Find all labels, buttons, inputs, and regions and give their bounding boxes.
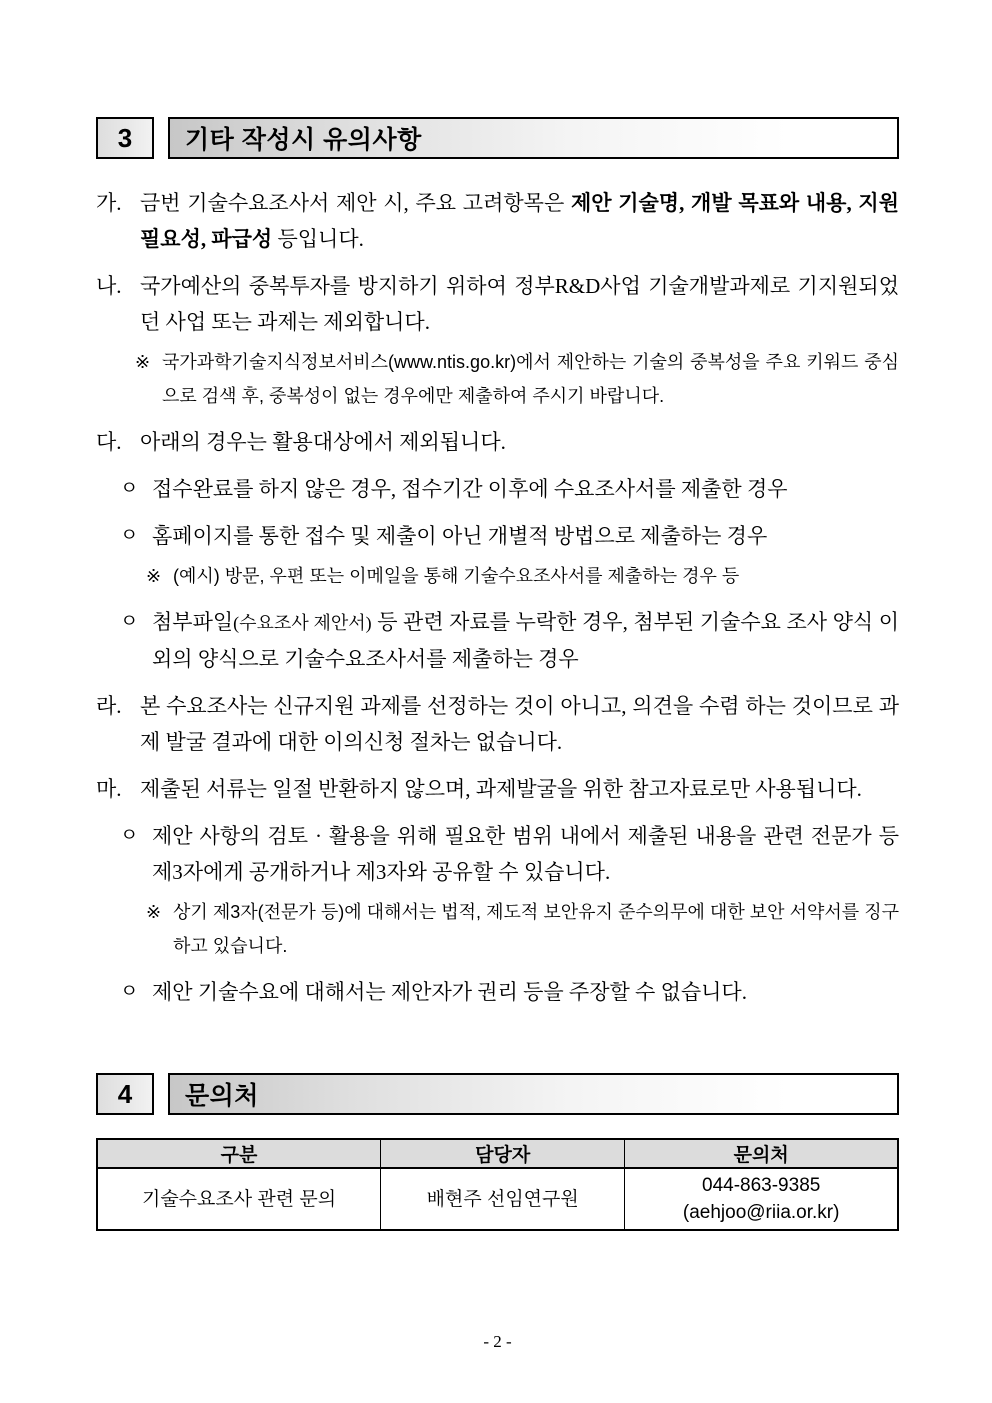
paragraph-marker: 마. [96, 777, 122, 801]
table-header-row [97, 1139, 898, 1168]
paragraph-text [140, 185, 899, 257]
text-run: 등입니다. [272, 227, 364, 251]
cell-category: 기술수요조사 관련 문의 [97, 1168, 381, 1230]
bullet-text: 홈페이지를 통한 접수 및 제출이 아닌 개별적 방법으로 제출하는 경우 [152, 524, 768, 548]
paragraph-text: 국가예산의 중복투자를 방지하기 위하여 정부R&D사업 기술개발과제로 기지원되었던 사업 또는 과제는 제외합니다. [140, 274, 899, 334]
table-header-category: 구분 [97, 1139, 381, 1168]
section-3-header [96, 117, 899, 159]
paragraph-ma [96, 771, 899, 807]
text-run: 금번 기술수요조사서 제안 시, 주요 고려항목은 [140, 191, 571, 215]
table-header-contact: 문의처 [625, 1139, 898, 1168]
table-row [97, 1168, 898, 1230]
section-3-title: 기타 작성시 유의사항 [168, 117, 899, 159]
paragraph-marker: 라. [96, 694, 122, 718]
note-text: (예시) 방문, 우편 또는 이메일을 통해 기술수요조사서를 제출하는 경우 등 [173, 566, 740, 586]
page-number: - 2 - [483, 1332, 512, 1351]
bullet-item-5 [96, 974, 899, 1010]
section-4-number-box: 4 [96, 1073, 154, 1115]
section-3-number-box: 3 [96, 117, 154, 159]
paragraph-marker: 가. [96, 191, 122, 215]
paragraph-text: 아래의 경우는 활용대상에서 제외됩니다. [140, 430, 506, 454]
cell-person: 배현주 선임연구원 [381, 1168, 625, 1230]
bullet-item-1 [96, 471, 899, 507]
contact-email: (aehjoo@riia.or.kr) [682, 1202, 840, 1223]
bullet-item-2 [96, 518, 899, 554]
note-security [96, 895, 899, 963]
section-4-title: 문의처 [168, 1073, 899, 1115]
bullet-text: 접수완료를 하지 않은 경우, 접수기간 이후에 수요조사서를 제출한 경우 [152, 477, 788, 501]
section-4-header [96, 1073, 899, 1115]
bullet-item-4 [96, 818, 899, 890]
bullet-item-3 [96, 604, 899, 677]
bullet-text: 제안 기술수요에 대해서는 제안자가 권리 등을 주장할 수 없습니다. [152, 980, 747, 1004]
paragraph-da [96, 424, 899, 460]
paragraph-marker: 다. [96, 430, 122, 454]
paragraph-text: 본 수요조사는 신규지원 과제를 선정하는 것이 아니고, 의견을 수렴 하는 것이므로 과제 발굴 결과에 대한 이의신청 절차는 없습니다. [140, 694, 899, 754]
note-text: 상기 제3자(전문가 등)에 대해서는 법적, 제도적 보안유지 준수의무에 대한 보안 서약서를 징구하고 있습니다. [173, 902, 899, 956]
table-header-person: 담당자 [381, 1139, 625, 1168]
paragraph-ra [96, 688, 899, 760]
note-ntis [96, 345, 899, 413]
note-example [96, 559, 899, 593]
text-run: 등 관련 자료를 누락한 경우, 첨부된 기술수요 조사 양식 이외의 양식으로 기술수요조사서를 제출하는 경우 [152, 610, 899, 671]
section-3-content [96, 185, 899, 1010]
bullet-text [152, 604, 899, 677]
bullet-marker: ㅇ [120, 611, 139, 632]
bullet-marker: ㅇ [120, 525, 139, 546]
paragraph-text: 제출된 서류는 일절 반환하지 않으며, 과제발굴을 위한 참고자료로만 사용됩니다. [140, 777, 862, 801]
reference-mark: ※ [135, 352, 151, 372]
small-paren-text: (수요조사 제안서) [233, 613, 372, 633]
note-text: 국가과학기술지식정보서비스(www.ntis.go.kr)에서 제안하는 기술의 중복성을 주요 키워드 중심으로 검색 후, 중복성이 없는 경우에만 제출하여 주시기 바랍니다. [162, 352, 899, 406]
text-run: 첨부파일 [152, 610, 234, 634]
bold-text-run: 제안 기술명, 개발 목표와 내용, 지원 필요성, 파급성 [140, 191, 899, 251]
reference-mark: ※ [146, 566, 162, 586]
bullet-marker: ㅇ [120, 981, 139, 1002]
cell-contact [625, 1168, 898, 1230]
contact-phone: 044-863-9385 [702, 1175, 821, 1196]
paragraph-ga [96, 185, 899, 257]
bullet-marker: ㅇ [120, 825, 139, 846]
bullet-text: 제안 사항의 검토 · 활용을 위해 필요한 범위 내에서 제출된 내용을 관련 전문가 등 제3자에게 공개하거나 제3자와 공유할 수 있습니다. [152, 824, 899, 884]
contact-table [96, 1138, 899, 1231]
bullet-marker: ㅇ [120, 478, 139, 499]
paragraph-na [96, 268, 899, 340]
reference-mark: ※ [146, 902, 162, 922]
paragraph-marker: 나. [96, 274, 122, 298]
